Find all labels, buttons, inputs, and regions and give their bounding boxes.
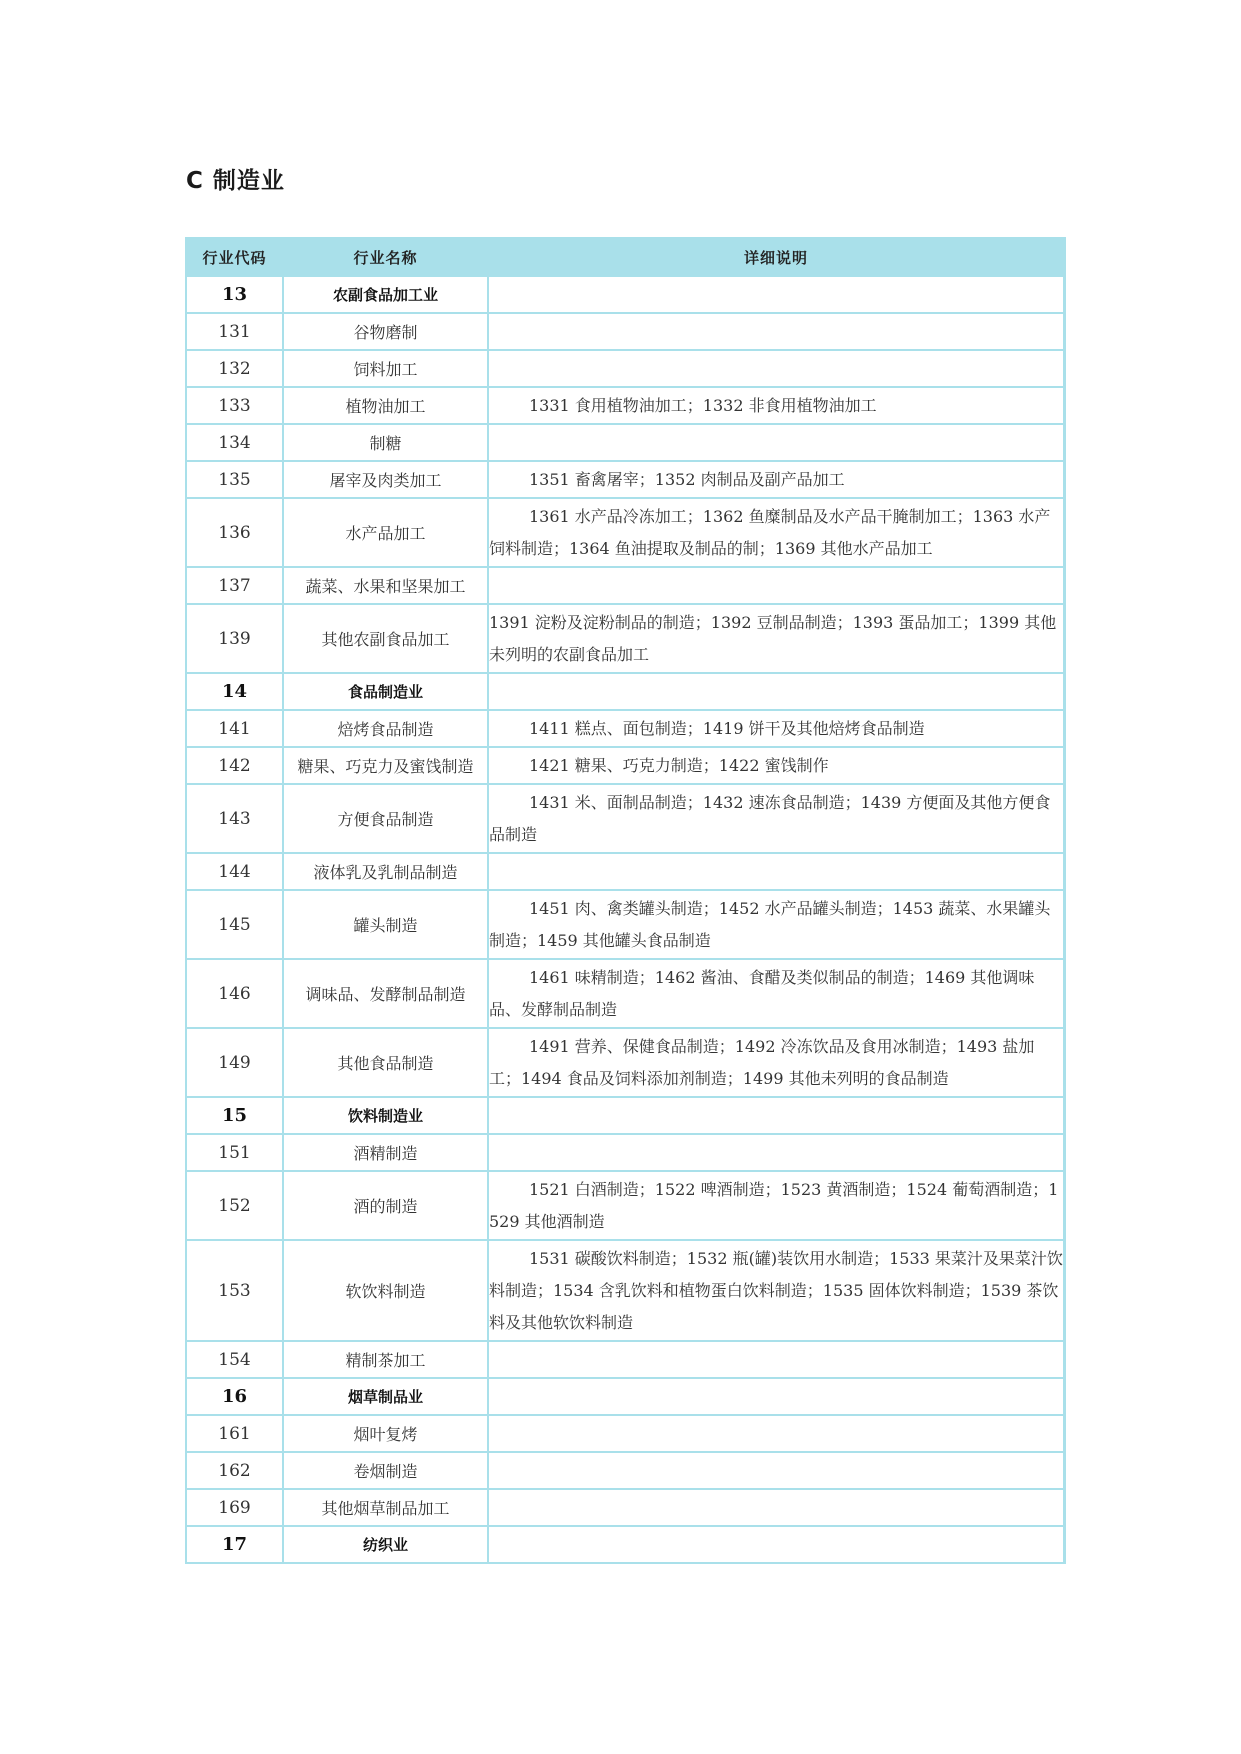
page-title: C 制造业	[186, 168, 285, 194]
industry-desc-text: 1531 碳酸饮料制造；1532 瓶(罐)装饮用水制造；1533 果菜汁及果菜汁饮料制造；1534 含乳饮料和植物蛋白饮料制造；1535 固体饮料制造；1539 茶饮料及其他软饮料制造	[489, 1248, 1063, 1332]
industry-name: 软饮料制造	[283, 1240, 488, 1341]
table-row	[186, 784, 1064, 853]
table-row	[186, 424, 1064, 461]
industry-name: 饮料制造业	[283, 1097, 488, 1134]
industry-name: 罐头制造	[283, 890, 488, 959]
table-row	[186, 747, 1064, 784]
table-row	[186, 1028, 1064, 1097]
industry-desc	[488, 1378, 1064, 1415]
table-row	[186, 313, 1064, 350]
industry-name: 烟草制品业	[283, 1378, 488, 1415]
industry-name: 调味品、发酵制品制造	[283, 959, 488, 1028]
industry-desc-text: 1391 淀粉及淀粉制品的制造；1392 豆制品制造；1393 蛋品加工；1399 其他未列明的农副食品加工	[489, 612, 1057, 664]
table-row	[186, 498, 1064, 567]
table-row	[186, 1378, 1064, 1415]
industry-desc	[488, 747, 1064, 784]
industry-desc-text: 1351 畜禽屠宰；1352 肉制品及副产品加工	[529, 469, 845, 489]
industry-name: 农副食品加工业	[283, 276, 488, 313]
industry-name: 植物油加工	[283, 387, 488, 424]
industry-code: 132	[186, 350, 283, 387]
industry-code: 133	[186, 387, 283, 424]
industry-desc-text: 1411 糕点、面包制造；1419 饼干及其他焙烤食品制造	[529, 718, 925, 738]
industry-code: 154	[186, 1341, 283, 1378]
industry-name: 液体乳及乳制品制造	[283, 853, 488, 890]
industry-desc	[488, 1097, 1064, 1134]
table-row	[186, 1526, 1064, 1563]
table-row	[186, 673, 1064, 710]
industry-name: 其他农副食品加工	[283, 604, 488, 673]
industry-code: 146	[186, 959, 283, 1028]
industry-code: 143	[186, 784, 283, 853]
industry-code: 13	[186, 276, 283, 313]
header-code: 行业代码	[186, 238, 283, 276]
table-row	[186, 1097, 1064, 1134]
industry-desc	[488, 673, 1064, 710]
industry-code: 141	[186, 710, 283, 747]
table-row	[186, 1452, 1064, 1489]
industry-desc-text: 1331 食用植物油加工；1332 非食用植物油加工	[529, 395, 877, 415]
industry-code: 151	[186, 1134, 283, 1171]
table-row	[186, 890, 1064, 959]
industry-desc	[488, 313, 1064, 350]
industry-code: 162	[186, 1452, 283, 1489]
table-row	[186, 853, 1064, 890]
industry-name: 糖果、巧克力及蜜饯制造	[283, 747, 488, 784]
header-desc: 详细说明	[488, 238, 1064, 276]
industry-desc	[488, 1028, 1064, 1097]
industry-code: 135	[186, 461, 283, 498]
industry-desc	[488, 1134, 1064, 1171]
industry-desc	[488, 604, 1064, 673]
industry-desc	[488, 959, 1064, 1028]
table-row	[186, 1415, 1064, 1452]
industry-desc	[488, 1341, 1064, 1378]
industry-code: 14	[186, 673, 283, 710]
industry-code: 149	[186, 1028, 283, 1097]
industry-name: 精制茶加工	[283, 1341, 488, 1378]
industry-desc	[488, 498, 1064, 567]
industry-code: 142	[186, 747, 283, 784]
header-name: 行业名称	[283, 238, 488, 276]
industry-name: 谷物磨制	[283, 313, 488, 350]
table-row	[186, 1240, 1064, 1341]
industry-code: 161	[186, 1415, 283, 1452]
table-row	[186, 567, 1064, 604]
industry-name: 食品制造业	[283, 673, 488, 710]
table-row	[186, 710, 1064, 747]
table-row	[186, 1341, 1064, 1378]
industry-name: 屠宰及肉类加工	[283, 461, 488, 498]
industry-code: 153	[186, 1240, 283, 1341]
industry-name: 纺织业	[283, 1526, 488, 1563]
industry-desc-text: 1421 糖果、巧克力制造；1422 蜜饯制作	[529, 755, 829, 775]
industry-code: 139	[186, 604, 283, 673]
industry-desc	[488, 1526, 1064, 1563]
industry-code: 15	[186, 1097, 283, 1134]
industry-name: 饲料加工	[283, 350, 488, 387]
industry-desc-text: 1521 白酒制造；1522 啤酒制造；1523 黄酒制造；1524 葡萄酒制造；1529 其他酒制造	[489, 1179, 1059, 1231]
industry-name: 制糖	[283, 424, 488, 461]
industry-code: 169	[186, 1489, 283, 1526]
table-row	[186, 1171, 1064, 1240]
industry-desc	[488, 276, 1064, 313]
industry-code: 131	[186, 313, 283, 350]
industry-code: 134	[186, 424, 283, 461]
industry-desc	[488, 350, 1064, 387]
industry-name: 蔬菜、水果和坚果加工	[283, 567, 488, 604]
industry-desc-text: 1361 水产品冷冻加工；1362 鱼糜制品及水产品干腌制加工；1363 水产饲料制造；1364 鱼油提取及制品的制；1369 其他水产品加工	[489, 506, 1051, 558]
industry-desc	[488, 1415, 1064, 1452]
table-row	[186, 350, 1064, 387]
industry-code: 144	[186, 853, 283, 890]
industry-desc	[488, 853, 1064, 890]
industry-desc	[488, 424, 1064, 461]
industry-desc	[488, 710, 1064, 747]
industry-desc	[488, 1452, 1064, 1489]
industry-desc-text: 1461 味精制造；1462 酱油、食醋及类似制品的制造；1469 其他调味品、发酵制品制造	[489, 967, 1035, 1019]
table-header-row	[186, 238, 1064, 276]
table-row	[186, 1134, 1064, 1171]
industry-name: 方便食品制造	[283, 784, 488, 853]
industry-name: 其他食品制造	[283, 1028, 488, 1097]
industry-desc	[488, 387, 1064, 424]
industry-name: 卷烟制造	[283, 1452, 488, 1489]
industry-desc	[488, 1240, 1064, 1341]
industry-desc	[488, 1489, 1064, 1526]
table-row	[186, 387, 1064, 424]
industry-desc	[488, 890, 1064, 959]
industry-name: 水产品加工	[283, 498, 488, 567]
industry-code: 145	[186, 890, 283, 959]
industry-desc	[488, 784, 1064, 853]
industry-code: 17	[186, 1526, 283, 1563]
industry-table-wrapper	[185, 237, 1066, 1564]
industry-name: 烟叶复烤	[283, 1415, 488, 1452]
table-row	[186, 1489, 1064, 1526]
table-row	[186, 276, 1064, 313]
industry-name: 酒精制造	[283, 1134, 488, 1171]
table-row	[186, 461, 1064, 498]
industry-code: 136	[186, 498, 283, 567]
industry-desc-text: 1491 营养、保健食品制造；1492 冷冻饮品及食用冰制造；1493 盐加工；1494 食品及饲料添加剂制造；1499 其他未列明的食品制造	[489, 1036, 1035, 1088]
industry-desc	[488, 461, 1064, 498]
industry-name: 焙烤食品制造	[283, 710, 488, 747]
industry-desc	[488, 567, 1064, 604]
industry-desc-text: 1451 肉、禽类罐头制造；1452 水产品罐头制造；1453 蔬菜、水果罐头制造；1459 其他罐头食品制造	[489, 898, 1051, 950]
industry-desc	[488, 1171, 1064, 1240]
industry-desc-text: 1431 米、面制品制造；1432 速冻食品制造；1439 方便面及其他方便食品制造	[489, 792, 1051, 844]
table-row	[186, 604, 1064, 673]
industry-code: 152	[186, 1171, 283, 1240]
industry-name: 其他烟草制品加工	[283, 1489, 488, 1526]
industry-table	[185, 237, 1065, 1564]
industry-code: 137	[186, 567, 283, 604]
industry-code: 16	[186, 1378, 283, 1415]
table-row	[186, 959, 1064, 1028]
industry-name: 酒的制造	[283, 1171, 488, 1240]
